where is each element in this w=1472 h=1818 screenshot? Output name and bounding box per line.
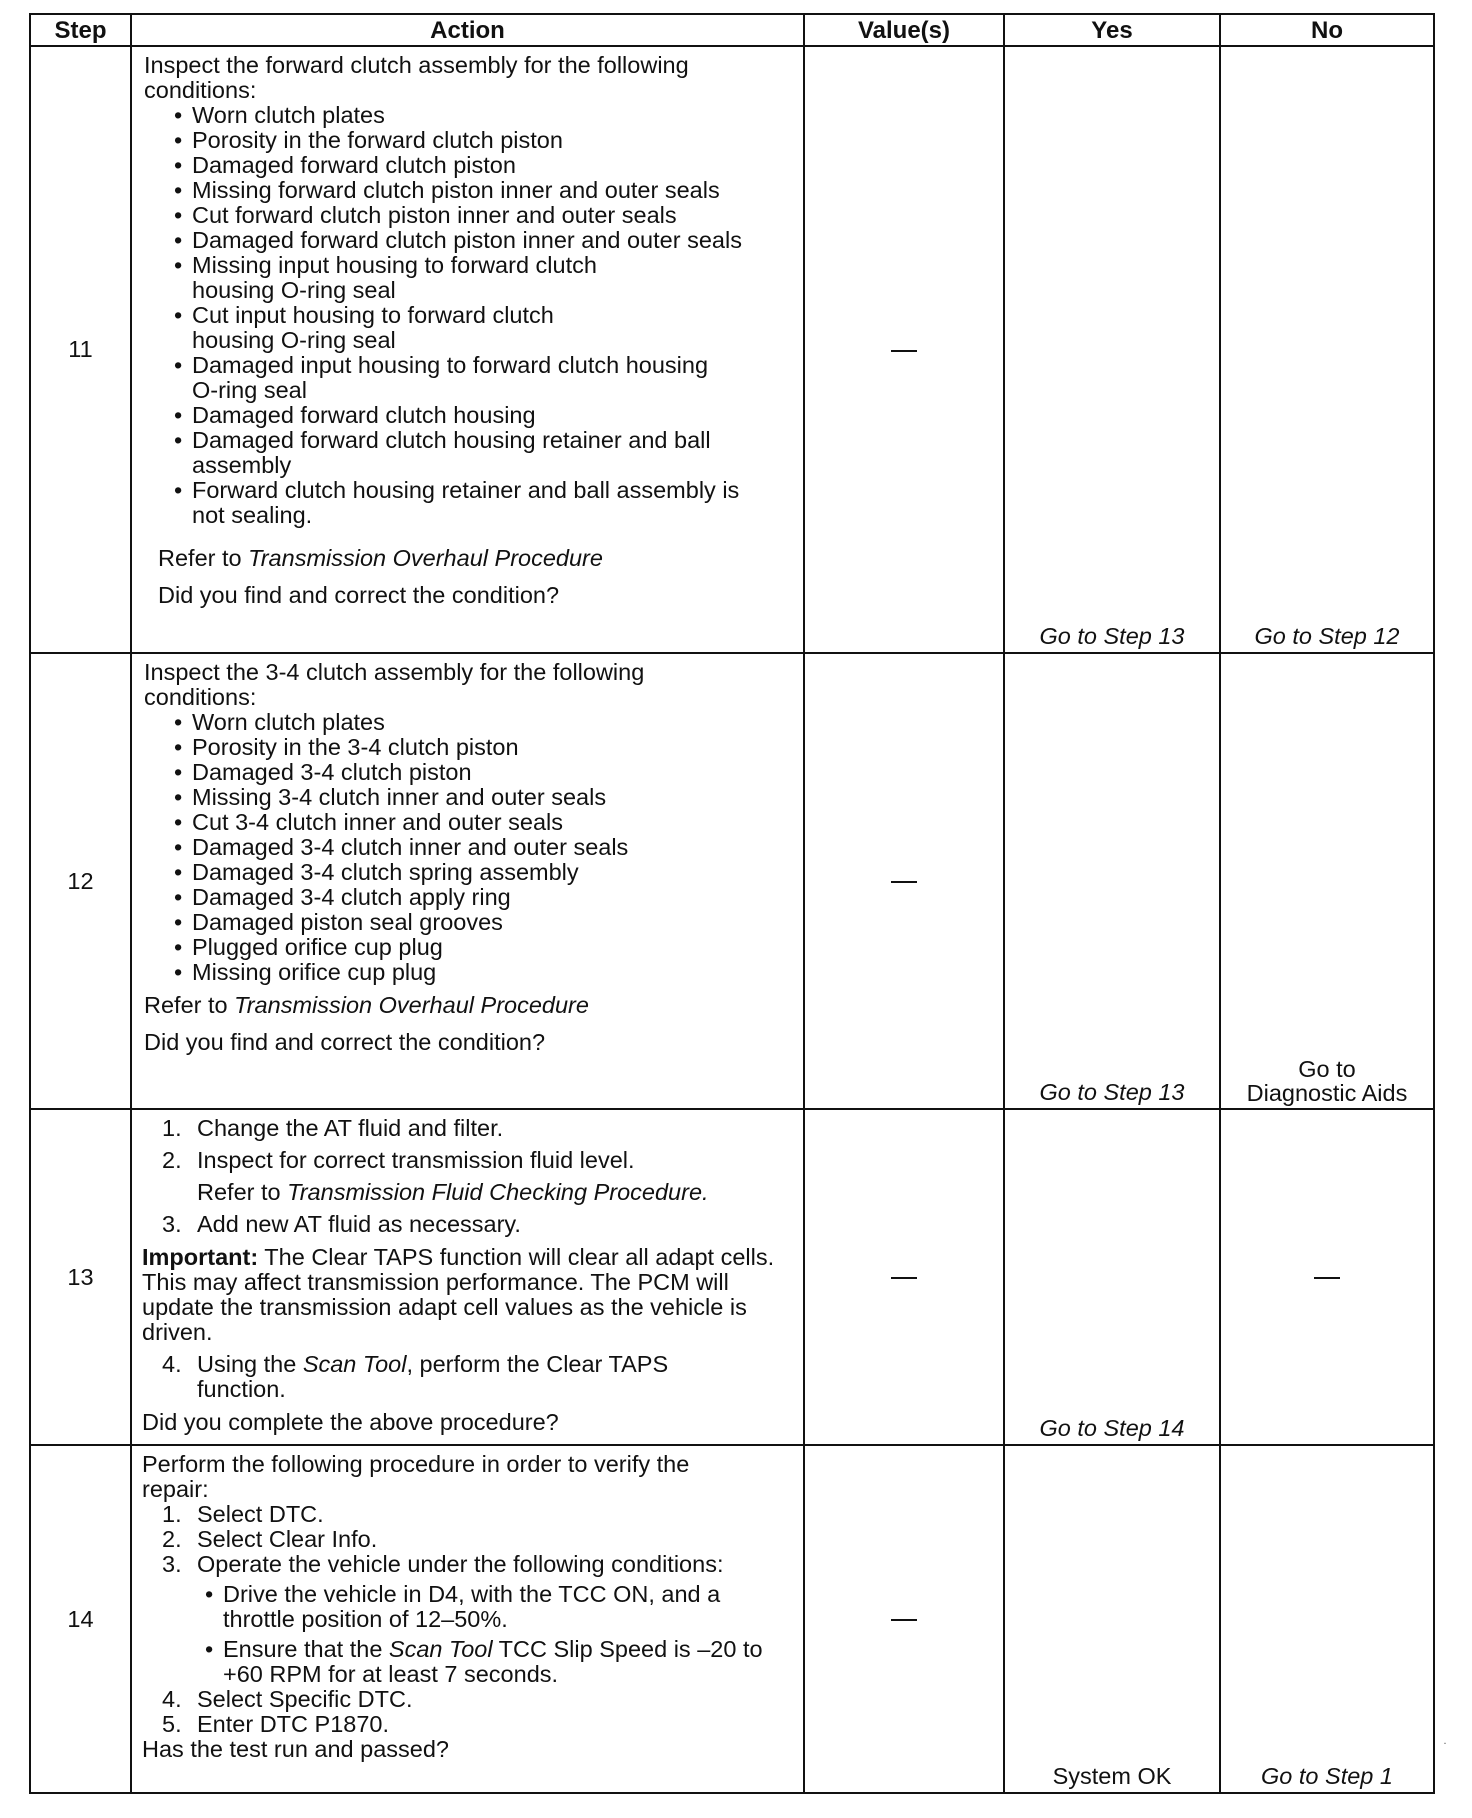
list-item: • Damaged 3-4 clutch spring assembly [174, 860, 797, 885]
list-item: • Damaged piston seal grooves [174, 910, 797, 935]
list-item: • Cut forward clutch piston inner and outer seals [174, 203, 797, 228]
em-dash [891, 1619, 917, 1621]
list-item: • Ensure that the Scan Tool TCC Slip Speed is –20 to +60 RPM for at least 7 seconds. [205, 1637, 797, 1687]
list-item: • Damaged 3-4 clutch inner and outer seals [174, 835, 797, 860]
condition-list [144, 103, 797, 528]
scan-tool-ref: Scan Tool [388, 1636, 493, 1662]
list-item: 3. Add new AT fluid as necessary. [162, 1211, 521, 1237]
condition-list [142, 1582, 797, 1687]
list-item: • Damaged forward clutch piston [174, 153, 797, 178]
action-cell [131, 1445, 804, 1793]
header-action: Action [131, 14, 804, 46]
list-item: • Plugged orifice cup plug [174, 935, 797, 960]
table-row-step-13 [30, 1109, 1434, 1445]
action-intro: Inspect the 3-4 clutch assembly for the following conditions: [144, 659, 645, 710]
list-item: • Missing input housing to forward clutch housing O-ring seal [174, 253, 797, 303]
procedure-list [142, 1352, 797, 1402]
refer-doc-link: Transmission Fluid Checking Procedure. [287, 1179, 709, 1205]
action-cell [131, 1109, 804, 1445]
refer-doc-link: Transmission Overhaul Procedure [248, 545, 603, 571]
list-item: • Cut 3-4 clutch inner and outer seals [174, 810, 797, 835]
no-line-2: Diagnostic Aids [1246, 1080, 1408, 1106]
list-item: • Forward clutch housing retainer and ball assembly is not sealing. [174, 478, 797, 528]
list-item: • Damaged 3-4 clutch apply ring [174, 885, 797, 910]
no-cell [1220, 653, 1434, 1109]
refer-line [142, 1180, 797, 1205]
table-row-step-11 [30, 46, 1434, 653]
list-item: 1. Change the AT fluid and filter. [162, 1115, 504, 1141]
procedure-list [142, 1212, 797, 1237]
no-cell: Go to Step 1 [1220, 1445, 1434, 1793]
list-item: • Damaged 3-4 clutch piston [174, 760, 797, 785]
value-cell [804, 1445, 1004, 1793]
list-item: 2. Select Clear Info. [162, 1526, 378, 1552]
action-intro: Perform the following procedure in order to verify the repair: [142, 1451, 690, 1502]
list-item: • Missing forward clutch piston inner and outer seals [174, 178, 797, 203]
question: Did you complete the above procedure? [142, 1409, 559, 1435]
em-dash [891, 350, 917, 352]
list-item: • Worn clutch plates [174, 710, 797, 735]
list-item: • Porosity in the forward clutch piston [174, 128, 797, 153]
no-line-1: Go to [1298, 1056, 1356, 1082]
procedure-list [142, 1116, 797, 1173]
step-number: 11 [30, 46, 131, 653]
step-number: 12 [30, 653, 131, 1109]
list-item: 4. Select Specific DTC. [162, 1686, 413, 1712]
em-dash [891, 1277, 917, 1279]
scan-tool-ref: Scan Tool [302, 1351, 407, 1377]
no-cell [1220, 1109, 1434, 1445]
table-row-step-12 [30, 653, 1434, 1109]
condition-list [144, 710, 797, 985]
action-cell [131, 46, 804, 653]
refer-prefix: Refer to [197, 1179, 288, 1205]
diagnostic-table [29, 13, 1435, 1794]
question: Has the test run and passed? [142, 1736, 450, 1762]
question: Did you find and correct the condition? [158, 582, 560, 608]
list-item: • Cut input housing to forward clutch housing O-ring seal [174, 303, 797, 353]
header-no: No [1220, 14, 1434, 46]
important-note [142, 1245, 797, 1345]
value-cell [804, 1109, 1004, 1445]
list-item: • Porosity in the 3-4 clutch piston [174, 735, 797, 760]
value-cell [804, 653, 1004, 1109]
no-cell: Go to Step 12 [1220, 46, 1434, 653]
yes-cell: Go to Step 14 [1004, 1109, 1220, 1445]
list-item: • Missing orifice cup plug [174, 960, 797, 985]
refer-prefix: Refer to [158, 545, 249, 571]
list-item: 2. Inspect for correct transmission fluid level. [162, 1147, 635, 1173]
important-label: Important: [142, 1244, 259, 1270]
list-item: 3. Operate the vehicle under the following conditions: [162, 1551, 724, 1577]
list-item: • Drive the vehicle in D4, with the TCC ON, and a throttle position of 12–50%. [205, 1582, 797, 1632]
yes-cell: Go to Step 13 [1004, 653, 1220, 1109]
refer-prefix: Refer to [144, 992, 235, 1018]
em-dash [1314, 1277, 1340, 1279]
list-item: • Damaged input housing to forward clutch housing O-ring seal [174, 353, 797, 403]
scan-speck: · [1443, 1736, 1447, 1750]
header-row [30, 14, 1434, 46]
procedure-list [142, 1502, 797, 1577]
refer-line [144, 546, 797, 571]
header-values: Value(s) [804, 14, 1004, 46]
list-item: • Worn clutch plates [174, 103, 797, 128]
em-dash [891, 881, 917, 883]
question: Did you find and correct the condition? [144, 1029, 546, 1055]
table-row-step-14 [30, 1445, 1434, 1793]
header-yes: Yes [1004, 14, 1220, 46]
step-number: 13 [30, 1109, 131, 1445]
diagnostic-table-page [29, 13, 1433, 1794]
list-item: 1. Select DTC. [162, 1501, 324, 1527]
refer-doc-link: Transmission Overhaul Procedure [234, 992, 589, 1018]
value-cell [804, 46, 1004, 653]
yes-cell: Go to Step 13 [1004, 46, 1220, 653]
important-text: The Clear TAPS function will clear all adapt cells. This may affect transmission performance. The PCM will update the transmission adapt cell values as the vehicle is driven. [142, 1244, 775, 1345]
list-item: 5. Enter DTC P1870. [162, 1711, 390, 1737]
step-number: 14 [30, 1445, 131, 1793]
action-intro: Inspect the forward clutch assembly for the following conditions: [144, 52, 689, 103]
list-item: 4. Using the Scan Tool, perform the Clear TAPS function. [162, 1351, 669, 1402]
procedure-list [142, 1687, 797, 1737]
action-cell [131, 653, 804, 1109]
list-item: • Damaged forward clutch piston inner and outer seals [174, 228, 797, 253]
refer-line [144, 993, 797, 1018]
header-step: Step [30, 14, 131, 46]
yes-cell: System OK [1004, 1445, 1220, 1793]
list-item: • Missing 3-4 clutch inner and outer seals [174, 785, 797, 810]
list-item: • Damaged forward clutch housing retainer and ball assembly [174, 428, 797, 478]
list-item: • Damaged forward clutch housing [174, 403, 797, 428]
